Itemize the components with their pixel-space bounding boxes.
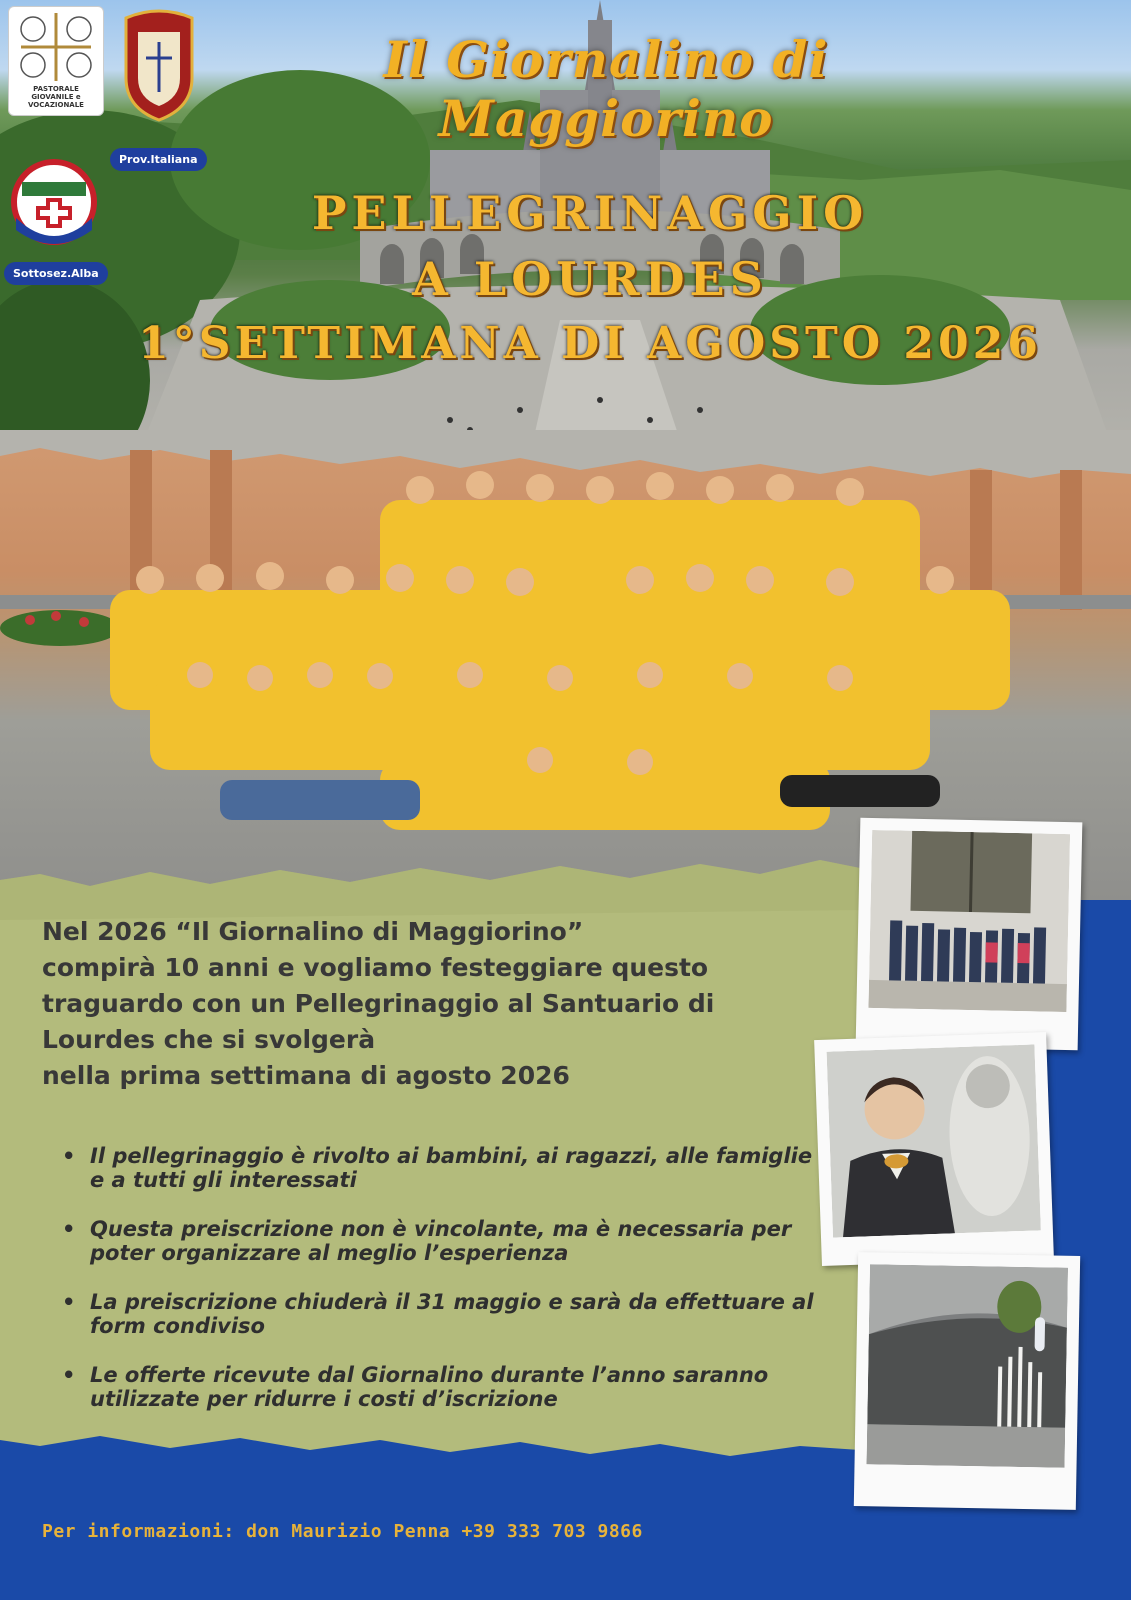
intro-line-1: Nel 2026 “Il Giornalino di Maggiorino” (42, 917, 584, 946)
intro-line-4: Lourdes che si svolgerà (42, 1025, 376, 1054)
bullet-item-deadline: • La preiscrizione chiuderà il 31 maggio e sarà da effettuare al form condiviso (62, 1290, 822, 1338)
contact-info: Per informazioni: don Maurizio Penna +39 333 703 9866 (42, 1521, 643, 1542)
pastorale-logo (8, 6, 104, 116)
province-badge: Prov.Italiana (110, 148, 207, 171)
intro-line-3: traguardo con un Pellegrinaggio al Santuario di (42, 989, 715, 1018)
polaroid-grotto (854, 1252, 1080, 1510)
title-line-3: 1°SETTIMANA DI AGOSTO 2026 (138, 318, 1042, 369)
intro-line-5: nella prima settimana di agosto 2026 (42, 1061, 570, 1090)
province-crest-logo (120, 8, 198, 126)
bullet-item-preregistration: • Questa preiscrizione non è vincolante, ma è necessaria per poter organizzare al meglio l’esperienza (62, 1217, 822, 1265)
info-bullet-list (62, 1144, 822, 1436)
intro-line-2: compirà 10 anni e vogliamo festeggiare questo (42, 953, 709, 982)
bullet-item-audience: • Il pellegrinaggio è rivolto ai bambini, ai ragazzi, alle famiglie e a tutti gli interessati (62, 1144, 822, 1192)
unitalsi-logo (10, 158, 98, 246)
pastorale-logo-text: PASTORALE GIOVANILE e VOCAZIONALE (28, 85, 84, 109)
polaroid-group-at-door (856, 818, 1083, 1051)
bullet-item-offerings: • Le offerte ricevute dal Giornalino durante l’anno saranno utilizzate per ridurre i costi d’iscrizione (62, 1363, 822, 1411)
title-line-1: PELLEGRINAGGIO (311, 186, 869, 240)
intro-paragraph (42, 914, 832, 1094)
polaroid-saint-portrait (814, 1032, 1054, 1266)
subsection-badge: Sottosez.Alba (4, 262, 108, 285)
title-line-2: A LOURDES (412, 252, 768, 306)
masthead-title: Il Giornalino di Maggiorino (383, 30, 829, 148)
